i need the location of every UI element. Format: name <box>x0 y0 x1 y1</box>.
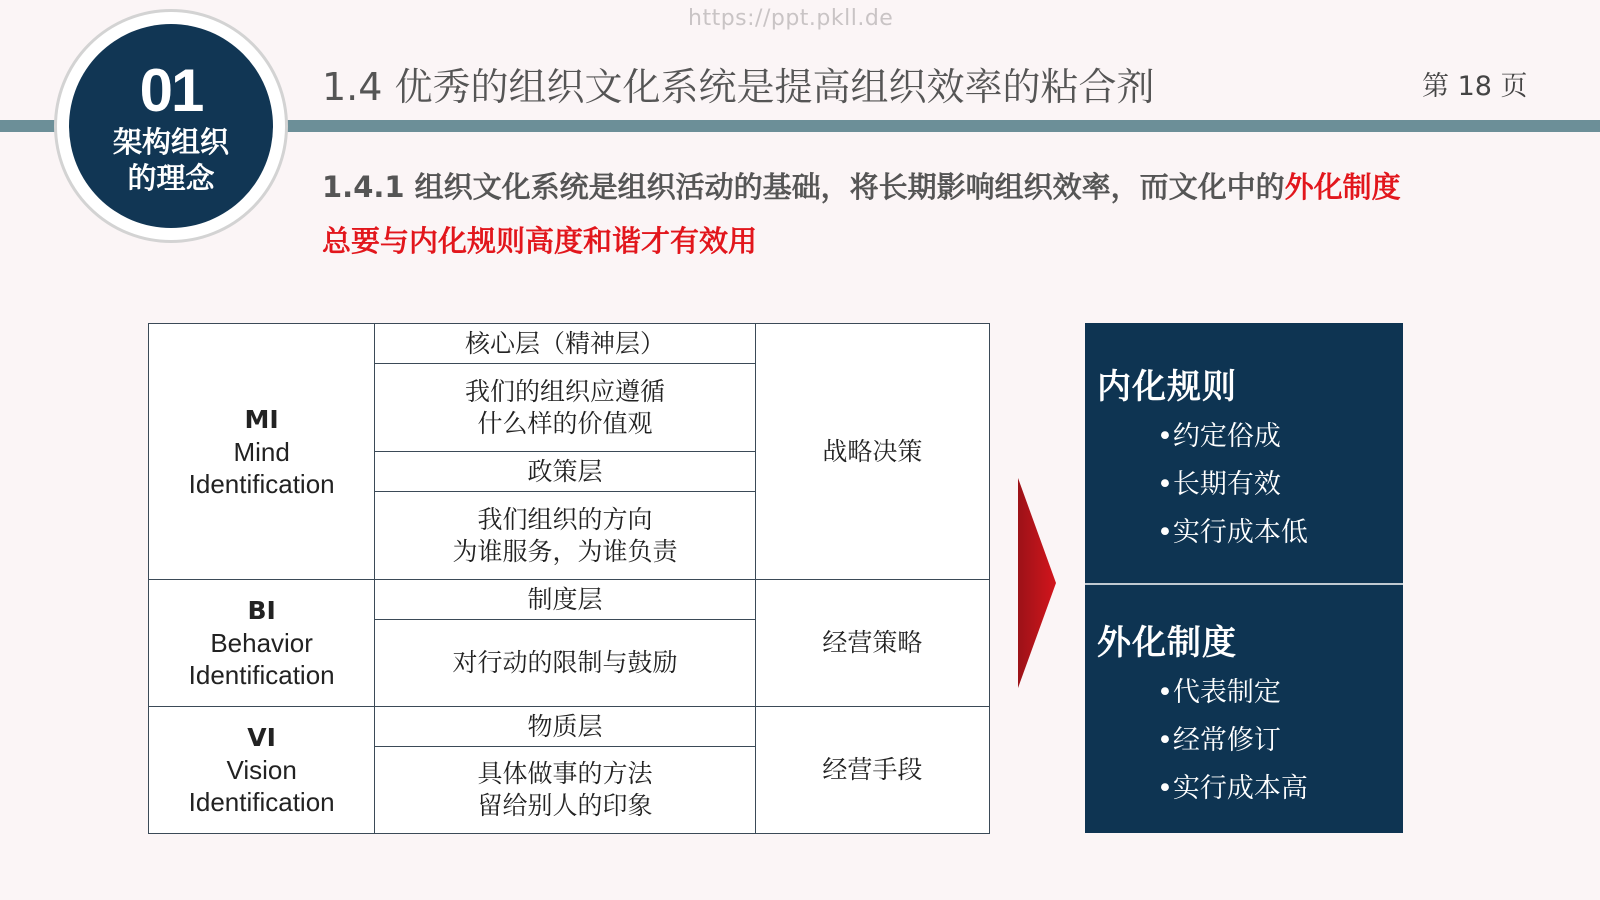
internal-rules-list <box>1157 413 1308 557</box>
policy-desc-line1: 我们组织的方向 <box>477 504 653 534</box>
system-desc-cell: 对行动的限制与鼓励 <box>375 620 755 707</box>
right-arrow-icon <box>1018 478 1056 688</box>
vi-cell <box>149 707 375 834</box>
mi-line1: Mind <box>233 436 290 467</box>
mi-line2: Identification <box>188 468 335 499</box>
bi-line1: Behavior <box>210 628 313 658</box>
bi-cell <box>149 580 375 707</box>
material-desc-line2: 留给别人的印象 <box>477 791 653 820</box>
section-name: 架构组织的理念 <box>112 125 229 195</box>
bi-abbr: BI <box>247 596 276 625</box>
policy-desc-line2: 为谁服务，为谁负责 <box>452 536 678 566</box>
core-desc-line1: 我们的组织应遵循 <box>464 376 665 406</box>
subtitle <box>322 160 1402 268</box>
vi-line2: Identification <box>188 787 335 817</box>
subtitle-highlight: 外化制度总要与内化规则高度和谐才有效用 <box>322 170 1401 258</box>
bi-line2: Identification <box>188 660 335 690</box>
material-layer-cell: 物质层 <box>375 707 755 747</box>
list-item: •实行成本低 <box>1157 517 1308 548</box>
watermark-url: https://ppt.pkll.de <box>688 6 894 31</box>
section-badge-inner <box>69 24 273 228</box>
external-system-list <box>1157 669 1308 813</box>
material-desc-cell <box>375 747 755 834</box>
identification-table <box>148 323 990 834</box>
subtitle-text: 1.4.1 组织文化系统是组织活动的基础，将长期影响组织效率，而文化中的 <box>322 170 1285 204</box>
external-system-panel <box>1085 585 1403 833</box>
list-item: •长期有效 <box>1157 469 1281 500</box>
external-system-title: 外化制度 <box>1097 623 1237 663</box>
vi-abbr: VI <box>247 723 276 752</box>
slide-title: 1.4 优秀的组织文化系统是提高组织效率的粘合剂 <box>322 65 1155 109</box>
list-item: •代表制定 <box>1157 677 1281 708</box>
list-item: •实行成本高 <box>1157 773 1308 804</box>
list-item: •约定俗成 <box>1157 421 1281 452</box>
core-layer-cell: 核心层（精神层） <box>375 324 755 364</box>
core-desc-line2: 什么样的价值观 <box>477 408 653 438</box>
vi-line1: Vision <box>226 755 297 785</box>
page-number: 第 18 页 <box>1422 71 1528 102</box>
section-number: 01 <box>139 57 203 124</box>
business-strategy-cell: 经营策略 <box>755 580 989 707</box>
policy-desc-cell <box>375 492 755 580</box>
mi-abbr: MI <box>244 404 279 434</box>
section-badge <box>54 9 288 243</box>
system-layer-cell: 制度层 <box>375 580 755 620</box>
internal-rules-title: 内化规则 <box>1097 367 1237 407</box>
material-desc-line1: 具体做事的方法 <box>477 759 653 788</box>
policy-layer-cell: 政策层 <box>375 452 755 492</box>
business-means-cell: 经营手段 <box>755 707 989 834</box>
strategy-decision-cell: 战略决策 <box>755 324 989 580</box>
core-desc-cell <box>375 364 755 452</box>
mi-cell <box>149 324 375 580</box>
list-item: •经常修订 <box>1157 725 1281 756</box>
internal-rules-panel <box>1085 323 1403 583</box>
